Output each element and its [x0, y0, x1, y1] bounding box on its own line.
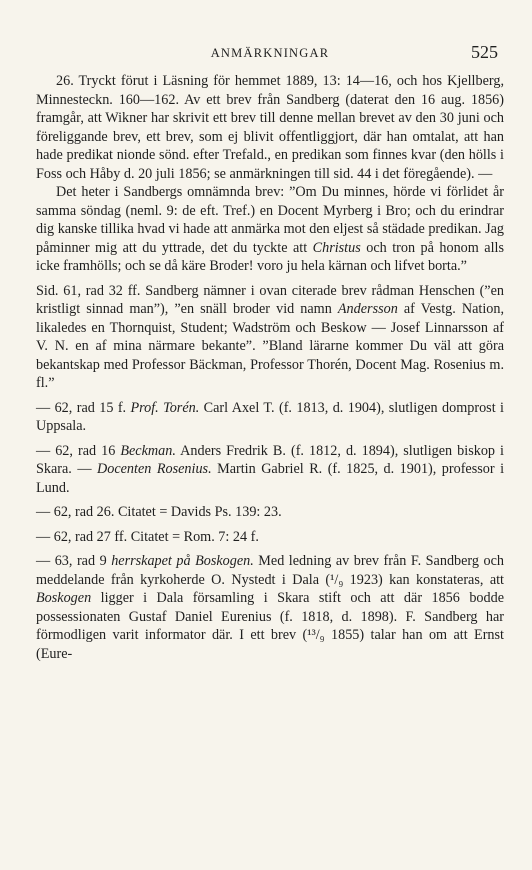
- entry-text: Carl Axel T. (f. 1813, d. 1904), slutligen domprost i Uppsala.: [36, 399, 504, 434]
- entry-sid-62-26: [36, 503, 504, 522]
- paragraph-2: [36, 183, 504, 276]
- entry-text: ligger i Dala församling i Skara stift och att där 1856 bodde possessionaten Gustaf Daniel Eurenius (f. 1818, d. 1898). F. Sandberg har förmodligen varit informator där. I ett brev (¹³/₉ 1855) talar han om att Ernst (Eure-: [36, 590, 504, 662]
- entry-text: Citatet = Rom. 7: 24 f.: [130, 528, 259, 545]
- entry-text: Citatet = Davids Ps. 139: 23.: [117, 504, 282, 520]
- entry-italic: herrskapet på Boskogen.: [111, 553, 254, 569]
- entry-text: af Vestg. Nation, likaledes en Thornquist, Student; Wadström och Beskow — Josef Linnarsson af V. N. en af mina närmare bekante”. ”Bland lärarne kommer Du väl att göra bekantskap med Professor Bäckman, Professor Thorén, Docent Mag. Rosenius m. fl.”: [36, 301, 504, 391]
- entry-sid-62-16: [36, 442, 504, 498]
- paragraph-2-text-a: Det heter i Sandbergs omnämnda brev: ”Om Du minnes, hörde vi förlidet år samma söndag (neml. 9: de eft. Tref.) en Docent Myrberg i Bro; och du erindrar dig kanske tillika hvad vi hade att anmärka mot den eljest så städade predikan. Jag påminner mig att du yttrade, det du tyckte att: [36, 184, 504, 256]
- entry-ref: — 62, rad 26.: [36, 504, 118, 520]
- entry-ref: — 62, rad 15 f.: [36, 399, 131, 416]
- note-entries: [36, 282, 504, 664]
- entry-italic: Boskogen: [36, 590, 92, 606]
- note-26: [36, 72, 504, 276]
- paragraph-2-italic: Christus: [312, 239, 361, 256]
- entry-italic: Prof. Torén.: [130, 399, 200, 416]
- entry-italic: Andersson: [337, 301, 398, 317]
- paragraph-1: 26. Tryckt förut i Läsning för hemmet 1889, 13: 14—16, och hos Kjellberg, Minnesteckn. 160—162. Av ett brev från Sandberg (daterat den 16 aug. 1856) framgår, att Wikner har skrivit ett brev till denne mellan brevet av den 30 juni och föreliggande brev, ett brev, som ej blivit offentliggjort, där han omtalat, att han hade predikat nionde sönd. efter Trefald., en predikan som finnes kvar (den hölls i Foss och Håby d. 20 juli 1856; se anmärkningen till sid. 44 i det föregående). —: [36, 73, 504, 182]
- document-page: [36, 44, 504, 663]
- entry-sid-62-15: [36, 399, 504, 436]
- page-number: 525: [471, 42, 498, 62]
- entry-italic: Docenten Rosenius.: [97, 461, 212, 477]
- entry-sid-61: [36, 282, 504, 393]
- entry-text: Anders Fredrik B. (f. 1812, d. 1894), slutligen biskop i Skara. —: [36, 442, 504, 477]
- page-header: [36, 44, 504, 70]
- entry-text: Sandberg nämner i ovan citerade brev rådman Henschen (”en kristligt sinnad man”), ”en snäll broder vid namn: [36, 282, 504, 317]
- paragraph-2-text-b: och tron på honom alls icke framhölls; och se då käre Broder! voro ju hela kärnan och lifvet borta.”: [36, 239, 504, 274]
- running-title: ANMÄRKNINGAR: [210, 46, 330, 60]
- entry-ref: — 63, rad 9: [36, 553, 112, 569]
- entry-text: Martin Gabriel R. (f. 1825, d. 1901), professor i Lund.: [36, 461, 505, 496]
- entry-sid-62-27: [36, 528, 504, 547]
- entry-ref: Sid. 61, rad 32 ff.: [36, 282, 146, 299]
- entry-sid-63-9: [36, 552, 504, 663]
- entry-ref: — 62, rad 16: [36, 442, 121, 459]
- entry-italic: Beckman.: [120, 442, 176, 459]
- entry-text: Med ledning av brev från F. Sandberg och meddelande från kyrkoherde O. Nystedt i Dala (¹/₉ 1923) kan konstateras, att: [36, 553, 504, 588]
- entry-ref: — 62, rad 27 ff.: [36, 528, 131, 545]
